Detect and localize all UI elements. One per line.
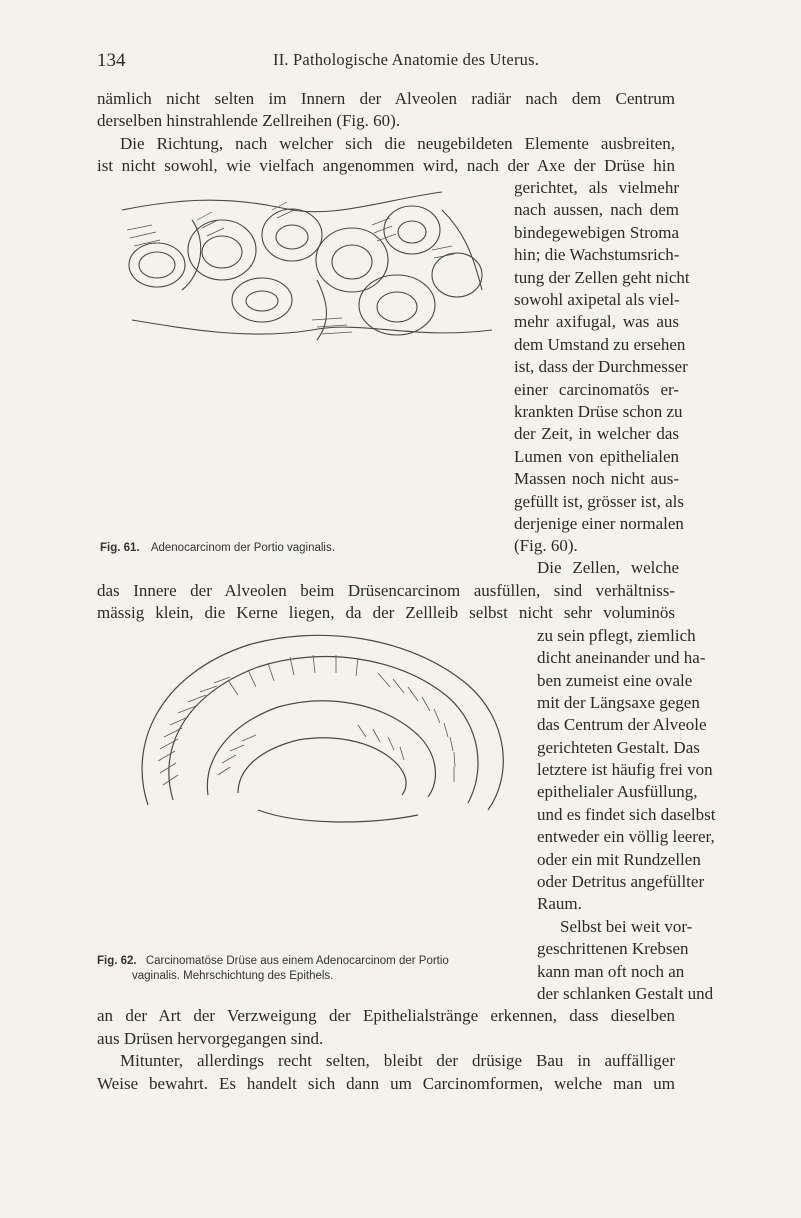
text-line: geschrittenen Krebsen [537,939,689,958]
text-line: gerichtet, als vielmehr [514,178,679,197]
figure-62-caption-line1: Carcinomatöse Drüse aus einem Adenocarcinom der Portio [145,955,449,967]
figure-62-label: Fig. 62. [97,955,137,967]
text-line: einer carcinomatös er- [514,380,679,399]
text-line: das Centrum der Alveole [537,715,707,734]
text-line: Die Zellen, welche [537,558,679,577]
text-line: oder ein mit Rundzellen [537,850,701,869]
figure-61-caption-text: Adenocarcinom der Portio vaginalis. [150,542,335,554]
text-line: derjenige einer normalen [514,514,684,533]
text-line: letztere ist häufig frei von [537,760,713,779]
figure-61-label: Fig. 61. [100,542,140,554]
text-line: nach aussen, nach dem [514,200,679,219]
figure-61-caption [100,542,335,554]
text-line: oder Detritus angefüllter [537,872,705,891]
figure-62-caption [97,955,449,967]
text-line: mit der Längsaxe gegen [537,693,700,712]
text-line: Massen noch nicht aus- [514,469,679,488]
text-line: gefüllt ist, grösser ist, als [514,492,684,511]
text-line: krankten Drüse schon zu [514,402,683,421]
text-line: ben zumeist eine ovale [537,671,693,690]
text-line: sowohl axipetal als viel- [514,290,680,309]
text-line: Die Richtung, nach welcher sich die neugebildeten Elemente ausbreiten, [120,134,675,153]
text-line: entweder ein völlig leerer, [537,827,715,846]
text-line: zu sein pflegt, ziemlich [537,626,696,645]
text-line: dem Umstand zu ersehen [514,335,686,354]
page-number: 134 [97,50,126,71]
text-line: der schlanken Gestalt und [537,984,714,1003]
text-line: Lumen von epithelialen [514,447,679,466]
text-line: derselben hinstrahlende Zellreihen (Fig. 60). [97,111,401,130]
text-line: tung der Zellen geht nicht [514,268,690,287]
text-line: mehr axifugal, was aus [514,312,679,331]
text-line: ist, dass der Durchmesser [514,357,688,376]
text-line: gerichteten Gestalt. Das [537,738,700,757]
figure-61-illustration [112,180,510,355]
page-header [97,50,657,78]
text-line: und es findet sich daselbst [537,805,716,824]
text-line: Selbst bei weit vor- [560,917,693,936]
text-line: Raum. [537,894,582,913]
text-line: mässig klein, die Kerne liegen, da der Zellleib selbst nicht sehr voluminös [97,603,675,622]
text-line: kann man oft noch an [537,962,685,981]
running-title: II. Pathologische Anatomie des Uterus. [273,50,540,69]
text-line: hin; die Wachstumsrich- [514,245,680,264]
text-line: nämlich nicht selten im Innern der Alveolen radiär nach dem Centrum [97,89,675,108]
text-line: bindegewebigen Stroma [514,223,679,242]
text-line: ist nicht sowohl, wie vielfach angenommen wird, nach der Axe der Drüse hin [97,156,675,175]
text-line: der Zeit, in welcher das [514,424,679,443]
text-line: an der Art der Verzweigung der Epithelialstränge erkennen, dass dieselben [97,1006,675,1025]
figure-62-caption-line2: vaginalis. Mehrschichtung des Epithels. [132,970,334,982]
text-line: das Innere der Alveolen beim Drüsencarcinom ausfüllen, sind verhältniss- [97,581,675,600]
text-line: Mitunter, allerdings recht selten, bleibt der drüsige Bau in auffälliger [120,1051,675,1070]
text-line: dicht aneinander und ha- [537,648,706,667]
text-line: Weise bewahrt. Es handelt sich dann um Carcinomformen, welche man um [97,1074,675,1093]
text-line: (Fig. 60). [514,536,578,555]
text-line: aus Drüsen hervorgegangen sind. [97,1029,324,1048]
text-line: epithelialer Ausfüllung, [537,782,698,801]
figure-62-illustration [118,625,523,825]
